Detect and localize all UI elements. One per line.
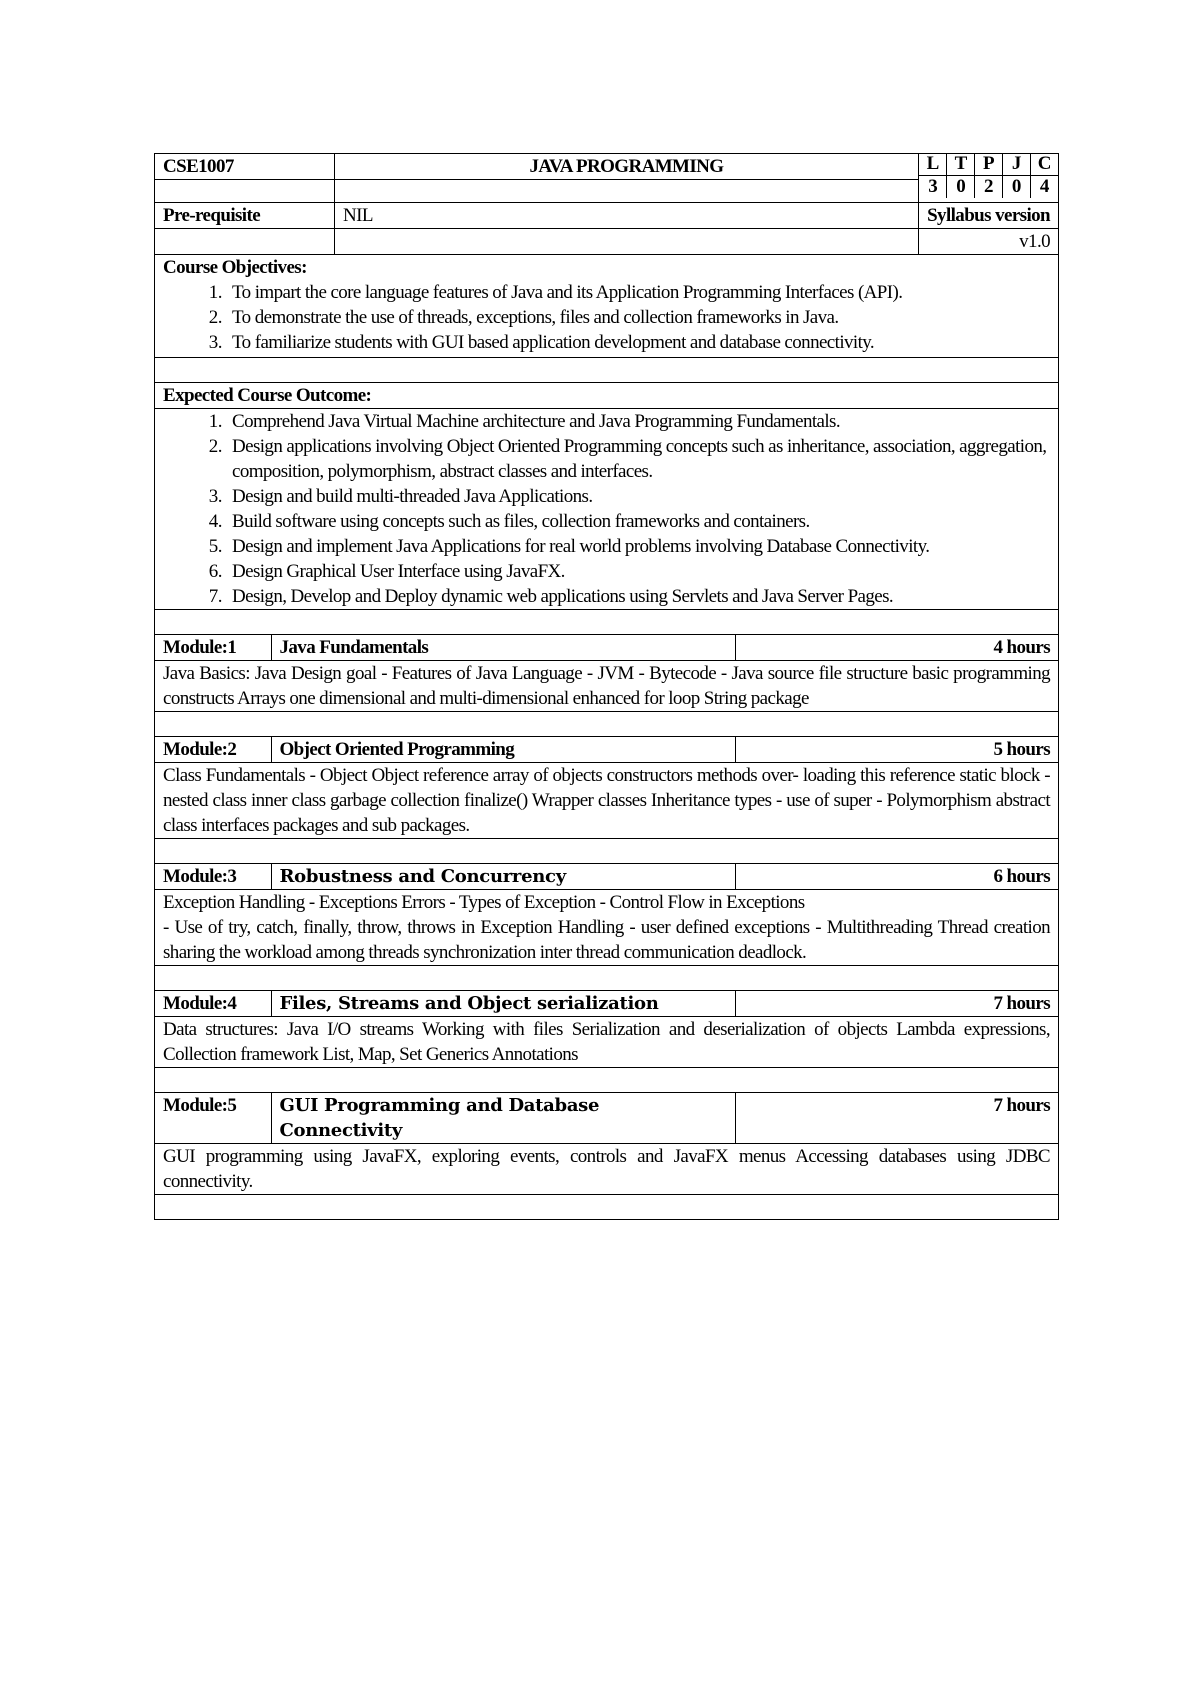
empty-cell [155, 229, 335, 255]
blank-row [155, 839, 1059, 864]
ltpjc-label: P [975, 153, 1003, 176]
outcome-item: 5. Design and implement Java Applications for real world problems involving Database Connectivity. [226, 534, 1050, 559]
module-header-table [155, 737, 1058, 762]
module-content: Java Basics: Java Design goal - Features of Java Language - JVM - Bytecode - Java source file structure basic programming constructs Arrays one dimensional and multi-dimensional enhanced for loop String package [155, 661, 1059, 712]
prereq-value: NIL [335, 203, 919, 229]
ltpjc-label: J [1002, 153, 1030, 176]
blank-row [155, 358, 1059, 383]
blank-row [155, 966, 1059, 991]
outcome-item: 1. Comprehend Java Virtual Machine architecture and Java Programming Fundamentals. [226, 409, 1050, 434]
module-hours: 6 hours [735, 864, 1058, 889]
ltpjc-value: 2 [975, 176, 1003, 199]
blank-row [155, 1195, 1059, 1220]
module-2-header [155, 737, 1059, 763]
course-objectives-list [163, 280, 1050, 355]
module-content-cell [155, 890, 1059, 966]
module-title: GUI Programming and Database Connectivity [271, 1093, 735, 1143]
module-content: Class Fundamentals - Object Object reference array of objects constructors methods over- loading this reference static block - nested class inner class garbage collection finalize() Wrapper classes Inheritance types - use of super - Polymorphism abstract class interfaces packages and sub packages. [155, 763, 1059, 839]
course-title: JAVA PROGRAMMING [335, 154, 919, 180]
module-label: Module:5 [155, 1093, 271, 1143]
module-content: - Use of try, catch, finally, throw, throws in Exception Handling - user defined exceptions - Multithreading Thread creation sharing the workload among threads synchronization inter thread communication deadlock. [163, 917, 1050, 963]
empty-cell [335, 229, 919, 255]
ltpjc-cell [919, 154, 1059, 203]
module-label: Module:2 [155, 737, 271, 762]
module-header-table [155, 991, 1058, 1016]
module-hours: 4 hours [735, 635, 1058, 660]
module-header-table [155, 1093, 1058, 1143]
module-hours: 7 hours [735, 991, 1058, 1016]
module-label: Module:1 [155, 635, 271, 660]
module-title: Robustness and Concurrency [271, 864, 735, 889]
outcome-item: 7. Design, Develop and Deploy dynamic web applications using Servlets and Java Server Pages. [226, 584, 1050, 609]
ltpjc-value: 3 [919, 176, 947, 199]
module-title: Java Fundamentals [271, 635, 735, 660]
module-5-header [155, 1093, 1059, 1144]
course-objectives-heading: Course Objectives: [163, 257, 307, 278]
module-content: Data structures: Java I/O streams Working with files Serialization and deserialization of objects Lambda expressions, Collection framework List, Map, Set Generics Annotations [155, 1017, 1059, 1068]
empty-cell [155, 180, 335, 203]
ltpjc-value: 4 [1030, 176, 1058, 199]
blank-row [155, 712, 1059, 737]
course-objectives-section [155, 255, 1059, 358]
course-outcomes-section [155, 409, 1059, 610]
empty-cell [335, 180, 919, 203]
objective-item: 2. To demonstrate the use of threads, exceptions, files and collection frameworks in Java. [226, 305, 1050, 330]
course-code: CSE1007 [155, 154, 335, 180]
objective-item: 1. To impart the core language features of Java and its Application Programming Interfaces (API). [226, 280, 1050, 305]
syllabus-version-value: v1.0 [919, 229, 1059, 255]
module-hours: 5 hours [735, 737, 1058, 762]
course-outcomes-heading: Expected Course Outcome: [155, 383, 1059, 409]
ltpjc-label: T [947, 153, 975, 176]
module-hours: 7 hours [735, 1093, 1058, 1143]
objective-item: 3. To familiarize students with GUI based application development and database connectivity. [226, 330, 1050, 355]
module-label: Module:3 [155, 864, 271, 889]
ltpjc-label: L [919, 153, 947, 176]
blank-row [155, 610, 1059, 635]
module-header-table [155, 635, 1058, 660]
module-title: Object Oriented Programming [271, 737, 735, 762]
blank-row [155, 1068, 1059, 1093]
outcome-item: 2. Design applications involving Object Oriented Programming concepts such as inheritance, association, aggregation, composition, polymorphism, abstract classes and interfaces. [226, 434, 1050, 484]
ltpjc-values [919, 176, 1058, 199]
module-header-table [155, 864, 1058, 889]
ltpjc-value: 0 [947, 176, 975, 199]
module-label: Module:4 [155, 991, 271, 1016]
module-title: Files, Streams and Object serialization [271, 991, 735, 1016]
module-3-header [155, 864, 1059, 890]
module-4-header [155, 991, 1059, 1017]
ltpjc-table [919, 153, 1058, 198]
outcome-item: 3. Design and build multi-threaded Java Applications. [226, 484, 1050, 509]
syllabus-document [154, 153, 1058, 1220]
module-1-header [155, 635, 1059, 661]
syllabus-table [154, 153, 1059, 1220]
ltpjc-labels [919, 153, 1058, 176]
course-outcomes-list [163, 409, 1050, 609]
module-content-line: Exception Handling - Exceptions Errors - Types of Exception - Control Flow in Exceptions [163, 892, 805, 913]
prereq-label: Pre-requisite [155, 203, 335, 229]
syllabus-version-label: Syllabus version [919, 203, 1059, 229]
outcome-item: 4. Build software using concepts such as files, collection frameworks and containers. [226, 509, 1050, 534]
outcome-item: 6. Design Graphical User Interface using JavaFX. [226, 559, 1050, 584]
module-content: GUI programming using JavaFX, exploring events, controls and JavaFX menus Accessing databases using JDBC connectivity. [155, 1144, 1059, 1195]
ltpjc-label: C [1030, 153, 1058, 176]
ltpjc-value: 0 [1002, 176, 1030, 199]
